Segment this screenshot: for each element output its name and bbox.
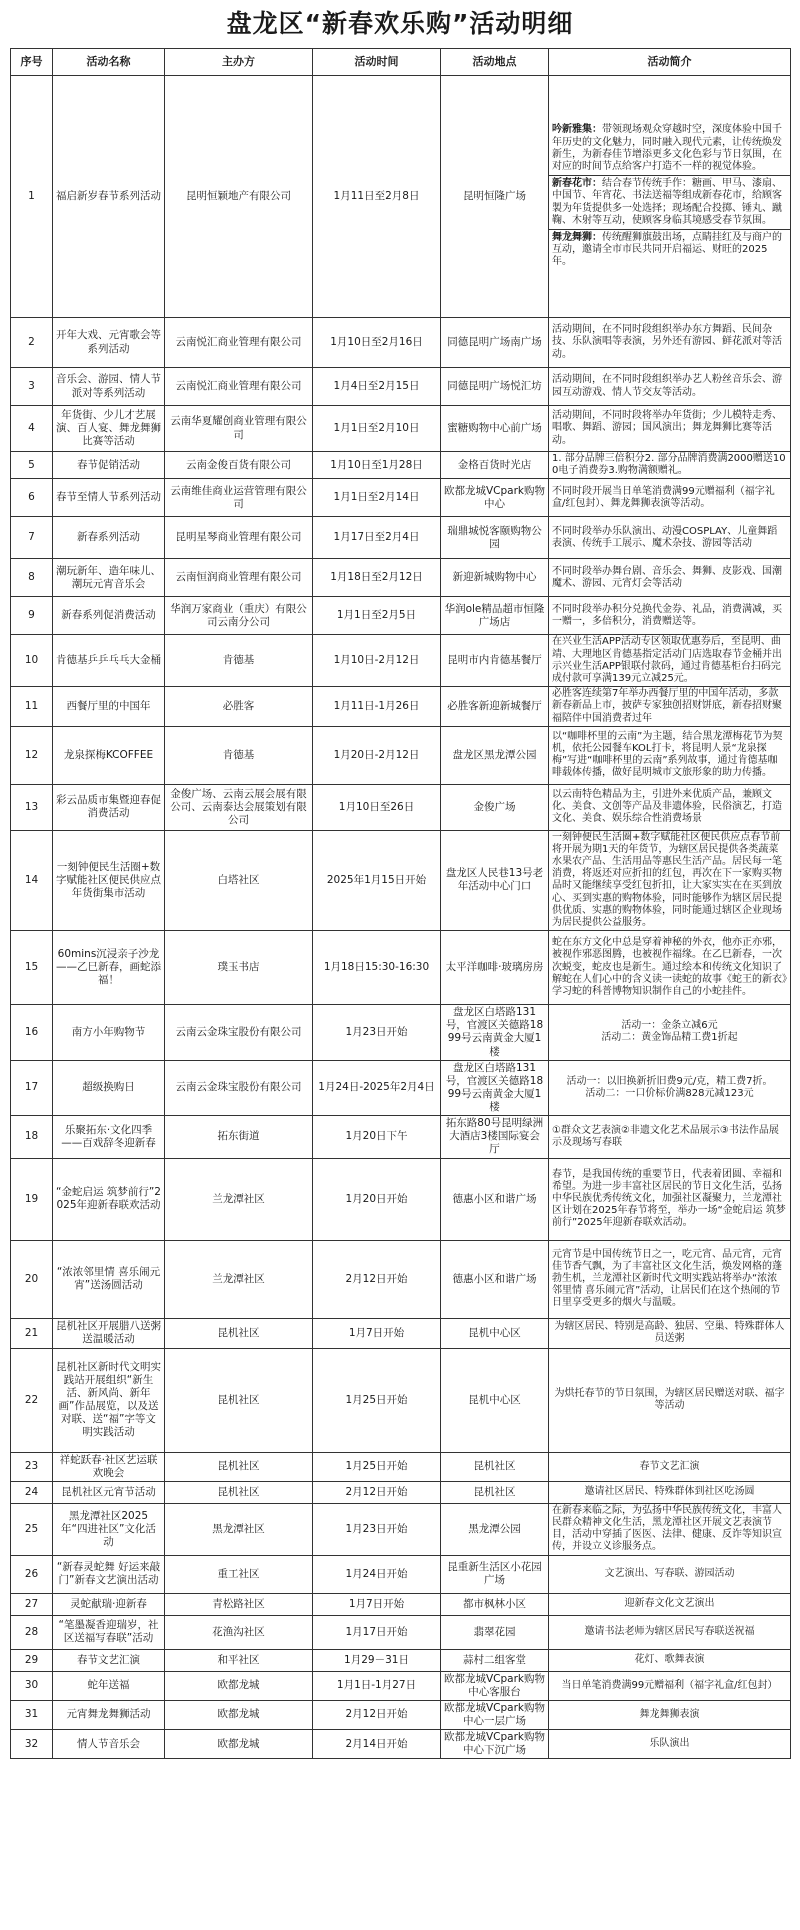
table-row	[11, 597, 791, 635]
cell-location: 太平洋咖啡·玻璃房房	[441, 931, 549, 1005]
cell-intro: 蛇在东方文化中总是穿着神秘的外衣，他亦正亦邪，被视作邪恶图腾，也被视作福缘。在乙巳新春，一次次蜕变，蛇皮也是新生。通过绘本和传统文化知识了解蛇在人们心中的含义读一读蛇的故事《蛇王的新衣》学习蛇的科普博物知识制作自己的小蛇挂件。	[549, 931, 791, 1005]
cell-location: 必胜客新迎新城餐厅	[441, 687, 549, 727]
cell-name: 超级换购日	[53, 1060, 165, 1116]
cell-location: 欧都龙城VCpark购物中心一层广场	[441, 1700, 549, 1729]
intro-segment-label: 吟新雅集：	[552, 124, 602, 136]
cell-organizer: 云南云金珠宝股份有限公司	[165, 1005, 313, 1061]
cell-intro: 一刻钟便民生活圈+数字赋能社区便民供应点春节前将开展为期1天的年货节，为辖区居民提供各类蔬菜水果农产品、生活用品等惠民生活产品。居民每一笔消费，将返还对应折扣的红包，再次在下一家购买物品时又能继续享受红包折扣，让大家实实在在买到放心、买到实惠的购物体验，同时能够作为辖区居民提供优质、实惠的购物体验，同时能通过辖区企业现场为居民提供公益服务。	[549, 830, 791, 931]
cell-no: 14	[11, 830, 53, 931]
cell-intro: 花灯、歌舞表演	[549, 1649, 791, 1671]
cell-time: 1月24日-2025年2月4日	[313, 1060, 441, 1116]
cell-organizer: 欧都龙城	[165, 1671, 313, 1700]
cell-location: 黑龙潭公园	[441, 1503, 549, 1555]
cell-time: 1月11日-1月26日	[313, 687, 441, 727]
cell-name: 春节至情人节系列活动	[53, 479, 165, 517]
cell-organizer: 昆明恒颖地产有限公司	[165, 76, 313, 318]
cell-name: “金蛇启运 筑梦前行”2025年迎新春联欢活动	[53, 1158, 165, 1240]
cell-name: 彩云品质市集暨迎春促消费活动	[53, 784, 165, 830]
intro-segment	[549, 176, 790, 230]
cell-intro: 活动期间，不同时段将举办年货街；少儿模特走秀、唱歌、舞蹈、游园；国风演出；舞龙舞狮比赛等活动。	[549, 406, 791, 452]
intro-segment-text: 结合春节传统手作：糖画、甲马、漆扇、中国节、年宵花、书法送福等组成新春花市，给顾客製为年货提供多一处选择；现场配合投掷、锤丸、蹴鞠、木射等互动，使顾客身临其境感受春节氛围。	[552, 178, 782, 226]
header-row	[11, 49, 791, 76]
cell-no: 7	[11, 517, 53, 559]
cell-intro: 邀请社区居民、特殊群体到社区吃汤圆	[549, 1481, 791, 1503]
cell-organizer: 花渔沟社区	[165, 1615, 313, 1649]
cell-name: 年货街、少儿才艺展演、百人宴、舞龙舞狮比赛等活动	[53, 406, 165, 452]
cell-time: 2月12日开始	[313, 1700, 441, 1729]
cell-organizer: 欧都龙城	[165, 1730, 313, 1759]
cell-name: 乐聚拓东·文化四季——百戏辞冬迎新春	[53, 1116, 165, 1158]
cell-time: 1月10日-2月12日	[313, 635, 441, 687]
cell-organizer: 欧都龙城	[165, 1700, 313, 1729]
cell-name: 音乐会、游园、情人节派对等系列活动	[53, 368, 165, 406]
cell-location: 昆机社区	[441, 1452, 549, 1481]
table-row	[11, 1318, 791, 1348]
cell-time: 1月20日-2月12日	[313, 726, 441, 784]
cell-organizer: 云南悦汇商业管理有限公司	[165, 368, 313, 406]
cell-intro: ①群众文艺表演②非遗文化艺术品展示③书法作品展示及现场写春联	[549, 1116, 791, 1158]
cell-intro: 当日单笔消费满99元赠福利（福字礼盒/红包封）	[549, 1671, 791, 1700]
intro-segment	[549, 122, 790, 176]
cell-no: 9	[11, 597, 53, 635]
cell-intro: 1. 部分品牌三倍积分2. 部分品牌消费满2000赠送100电子消费券3.购物满额赠礼。	[549, 452, 791, 479]
cell-location: 华润ole精品超市恒隆广场店	[441, 597, 549, 635]
cell-intro: 为烘托春节的节日氛围，为辖区居民赠送对联、福字等活动	[549, 1348, 791, 1452]
cell-intro: 为辖区居民、特别是高龄、独居、空巢、特殊群体人员送粥	[549, 1318, 791, 1348]
cell-no: 10	[11, 635, 53, 687]
header-name: 活动名称	[53, 49, 165, 76]
cell-no: 2	[11, 318, 53, 368]
cell-time: 1月20日下午	[313, 1116, 441, 1158]
cell-intro: 元宵节是中国传统节日之一，吃元宵、品元宵，元宵佳节香气飘，为了丰富社区文化生活，焕发网格的蓬勃生机，兰龙潭社区新时代文明实践站将举办“浓浓邻里情 喜乐闹元宵”活动，让居民们在这个热闹的节日里享受更多的烟火与温暖。	[549, 1240, 791, 1318]
table-row	[11, 931, 791, 1005]
cell-no: 22	[11, 1348, 53, 1452]
cell-time: 1月18日15:30-16:30	[313, 931, 441, 1005]
cell-intro	[549, 76, 791, 318]
header-intro: 活动简介	[549, 49, 791, 76]
cell-organizer: 肯德基	[165, 635, 313, 687]
cell-time: 1月7日开始	[313, 1593, 441, 1615]
cell-location: 瑞鼎城悦客颐购物公园	[441, 517, 549, 559]
cell-location: 昆机中心区	[441, 1348, 549, 1452]
cell-organizer: 青松路社区	[165, 1593, 313, 1615]
cell-no: 20	[11, 1240, 53, 1318]
table-row	[11, 406, 791, 452]
cell-location: 昆机中心区	[441, 1318, 549, 1348]
cell-name: “浓浓邻里情 喜乐闹元宵”送汤圆活动	[53, 1240, 165, 1318]
cell-no: 11	[11, 687, 53, 727]
cell-name: 福启新岁春节系列活动	[53, 76, 165, 318]
cell-no: 21	[11, 1318, 53, 1348]
table-row	[11, 559, 791, 597]
cell-organizer: 云南金俊百货有限公司	[165, 452, 313, 479]
table-row	[11, 1730, 791, 1759]
cell-intro: 春节文艺汇演	[549, 1452, 791, 1481]
cell-name: 一刻钟便民生活圈+数字赋能社区便民供应点年货街集市活动	[53, 830, 165, 931]
cell-no: 24	[11, 1481, 53, 1503]
cell-intro: 邀请书法老师为辖区居民写春联送祝福	[549, 1615, 791, 1649]
cell-no: 31	[11, 1700, 53, 1729]
cell-location: 昆重新生活区小花园广场	[441, 1555, 549, 1593]
cell-no: 3	[11, 368, 53, 406]
cell-location: 蜜糖购物中心前广场	[441, 406, 549, 452]
table-row	[11, 1503, 791, 1555]
header-time: 活动时间	[313, 49, 441, 76]
cell-location: 昆明市内肯德基餐厅	[441, 635, 549, 687]
cell-name: “笔墨凝香迎瑞岁，社区送福写春联”活动	[53, 1615, 165, 1649]
header-no: 序号	[11, 49, 53, 76]
cell-location: 同德昆明广场悦汇坊	[441, 368, 549, 406]
cell-no: 12	[11, 726, 53, 784]
cell-organizer: 云南恒润商业管理有限公司	[165, 559, 313, 597]
cell-name: 60mins沉浸亲子沙龙——乙巳新春，画蛇添福！	[53, 931, 165, 1005]
cell-time: 2月14日开始	[313, 1730, 441, 1759]
cell-location: 德惠小区和谐广场	[441, 1240, 549, 1318]
table-row	[11, 452, 791, 479]
cell-time: 1月24日开始	[313, 1555, 441, 1593]
cell-name: 新春系列促消费活动	[53, 597, 165, 635]
cell-time: 1月29－31日	[313, 1649, 441, 1671]
cell-location: 蒜村二组客堂	[441, 1649, 549, 1671]
cell-organizer: 昆机社区	[165, 1481, 313, 1503]
table-row	[11, 479, 791, 517]
cell-no: 18	[11, 1116, 53, 1158]
table-row	[11, 784, 791, 830]
table-row	[11, 517, 791, 559]
cell-name: 灵蛇献瑞·迎新春	[53, 1593, 165, 1615]
table-row	[11, 1671, 791, 1700]
cell-no: 4	[11, 406, 53, 452]
cell-location: 欧都龙城VCpark购物中心客服台	[441, 1671, 549, 1700]
table-row	[11, 1481, 791, 1503]
cell-location: 盘龙区白塔路131号，官渡区关德路1899号云南黄金大厦1楼	[441, 1005, 549, 1061]
table-row	[11, 687, 791, 727]
cell-organizer: 昆机社区	[165, 1348, 313, 1452]
cell-no: 28	[11, 1615, 53, 1649]
cell-time: 1月1日至2月10日	[313, 406, 441, 452]
cell-organizer: 白塔社区	[165, 830, 313, 931]
cell-name: 潮玩新年、造年味儿、潮玩元宵音乐会	[53, 559, 165, 597]
cell-intro: 不同时段举办舞台剧、音乐会、舞狮、皮影戏、国潮魔术、游园、元宵灯会等活动	[549, 559, 791, 597]
cell-name: 昆机社区开展腊八送粥送温暖活动	[53, 1318, 165, 1348]
cell-no: 15	[11, 931, 53, 1005]
cell-organizer: 兰龙潭社区	[165, 1158, 313, 1240]
cell-time: 1月18日至2月12日	[313, 559, 441, 597]
cell-no: 32	[11, 1730, 53, 1759]
cell-intro: 不同时段举办乐队演出、动漫COSPLAY、儿童舞蹈表演、传统手工展示、魔术杂技、游园等活动	[549, 517, 791, 559]
cell-intro: 文艺演出、写春联、游园活动	[549, 1555, 791, 1593]
cell-intro: 乐队演出	[549, 1730, 791, 1759]
cell-intro: 不同时段开展当日单笔消费满99元赠福利（福字礼盒/红包封）、舞龙舞狮表演等活动。	[549, 479, 791, 517]
cell-location: 拓东路80号昆明绿洲大酒店3楼国际宴会厅	[441, 1116, 549, 1158]
cell-time: 1月25日开始	[313, 1452, 441, 1481]
table-row	[11, 1005, 791, 1061]
cell-no: 27	[11, 1593, 53, 1615]
cell-intro: 活动期间，在不同时段组织举办东方舞蹈、民间杂技、乐队演唱等表演，另外还有游园、鲜花派对等活动。	[549, 318, 791, 368]
cell-intro: 春节，是我国传统的重要节日，代表着团圆、幸福和希望。为进一步丰富社区居民的节日文化生活，弘扬中华民族优秀传统文化，加强社区凝聚力，兰龙潭社区计划在2025年春节将至，举办一场“金蛇启运 筑梦前行”2025年迎新春联欢活动。	[549, 1158, 791, 1240]
cell-location: 翡翠花园	[441, 1615, 549, 1649]
cell-organizer: 云南维佳商业运营管理有限公司	[165, 479, 313, 517]
cell-time: 1月10日至26日	[313, 784, 441, 830]
cell-no: 30	[11, 1671, 53, 1700]
cell-time: 2月12日开始	[313, 1240, 441, 1318]
header-organizer: 主办方	[165, 49, 313, 76]
cell-time: 1月17日开始	[313, 1615, 441, 1649]
cell-organizer: 云南华夏耀创商业管理有限公司	[165, 406, 313, 452]
cell-time: 1月10日至1月28日	[313, 452, 441, 479]
cell-name: 昆机社区元宵节活动	[53, 1481, 165, 1503]
cell-intro: 不同时段举办积分兑换代金券、礼品，消费满减，买一赠一，多倍积分，消费赠送等。	[549, 597, 791, 635]
table-row	[11, 1700, 791, 1729]
intro-segment-text: 传统醒狮旗鼓出场，点睛挂红及与商户的互动，邀请全市市民共同开启福运、财旺的2025年。	[552, 231, 782, 268]
table-row	[11, 1158, 791, 1240]
cell-name: “新春灵蛇舞 好运来敲门”新春文艺演出活动	[53, 1555, 165, 1593]
cell-intro: 活动一：以旧换新折旧费9元/克，精工费7折。 活动二：一口价标价满828元减123元	[549, 1060, 791, 1116]
intro-segment	[549, 230, 790, 271]
cell-no: 19	[11, 1158, 53, 1240]
cell-no: 1	[11, 76, 53, 318]
cell-no: 13	[11, 784, 53, 830]
cell-organizer: 云南悦汇商业管理有限公司	[165, 318, 313, 368]
activity-table	[10, 48, 791, 1759]
table-row	[11, 1240, 791, 1318]
cell-time: 2025年1月15日开始	[313, 830, 441, 931]
table-row	[11, 368, 791, 406]
table-row	[11, 1615, 791, 1649]
cell-no: 26	[11, 1555, 53, 1593]
cell-time: 1月1日至2月5日	[313, 597, 441, 635]
table-row	[11, 726, 791, 784]
cell-time: 1月23日开始	[313, 1503, 441, 1555]
cell-name: 春节文艺汇演	[53, 1649, 165, 1671]
table-row	[11, 830, 791, 931]
cell-organizer: 云南云金珠宝股份有限公司	[165, 1060, 313, 1116]
cell-no: 29	[11, 1649, 53, 1671]
cell-time: 1月23日开始	[313, 1005, 441, 1061]
cell-name: 新春系列活动	[53, 517, 165, 559]
cell-name: 昆机社区新时代文明实践站开展组织“新生活、新风尚、新年画”作品展览，以及送对联、送“福”字等文明实践活动	[53, 1348, 165, 1452]
cell-organizer: 璞玉书店	[165, 931, 313, 1005]
cell-name: 情人节音乐会	[53, 1730, 165, 1759]
cell-organizer: 昆机社区	[165, 1318, 313, 1348]
cell-no: 5	[11, 452, 53, 479]
cell-organizer: 拓东街道	[165, 1116, 313, 1158]
cell-no: 8	[11, 559, 53, 597]
cell-name: 蛇年送福	[53, 1671, 165, 1700]
table-row	[11, 76, 791, 318]
page-title: 盘龙区“新春欢乐购”活动明细	[226, 9, 574, 38]
table-row	[11, 318, 791, 368]
cell-time: 1月1日-1月27日	[313, 1671, 441, 1700]
cell-organizer: 昆机社区	[165, 1452, 313, 1481]
cell-time: 1月25日开始	[313, 1348, 441, 1452]
cell-organizer: 金俊广场、云南云展会展有限公司、云南泰达会展策划有限公司	[165, 784, 313, 830]
cell-no: 23	[11, 1452, 53, 1481]
cell-location: 新迎新城购物中心	[441, 559, 549, 597]
cell-intro: 以“咖啡杯里的云南”为主题，结合黑龙潭梅花节为契机，依托公园餐车KOL打卡，将昆明人景“龙泉探梅”写进“咖啡杯里的云南”系列故事，通过肯德基咖啡载体传播，做好昆明城市文旅形象的助力传播。	[549, 726, 791, 784]
cell-intro: 活动一：金条立减6元 活动二：黄金饰品精工费1折起	[549, 1005, 791, 1061]
table-row	[11, 1060, 791, 1116]
cell-location: 盘龙区黑龙潭公园	[441, 726, 549, 784]
cell-location: 同德昆明广场南广场	[441, 318, 549, 368]
cell-name: 春节促销活动	[53, 452, 165, 479]
cell-name: 元宵舞龙舞狮活动	[53, 1700, 165, 1729]
intro-segment-label: 舞龙舞狮：	[552, 231, 602, 243]
table-row	[11, 1593, 791, 1615]
cell-location: 都市枫林小区	[441, 1593, 549, 1615]
cell-name: 龙泉探梅KCOFFEE	[53, 726, 165, 784]
intro-segment-text: 带领现场观众穿越时空，深度体验中国千年历史的文化魅力，同时融入现代元素，让传统焕发新生，为新春佳节增添更多文化色彩与节日氛围，在对应的时间节点给客户打造不一样的视觉体验。	[552, 124, 782, 173]
table-row	[11, 1348, 791, 1452]
cell-organizer: 昆明星琴商业管理有限公司	[165, 517, 313, 559]
cell-time: 1月1日至2月14日	[313, 479, 441, 517]
cell-time: 1月11日至2月8日	[313, 76, 441, 318]
cell-no: 25	[11, 1503, 53, 1555]
cell-location: 金俊广场	[441, 784, 549, 830]
cell-location: 昆明恒隆广场	[441, 76, 549, 318]
cell-intro: 在兴业生活APP活动专区领取优惠券后，至昆明、曲靖、大理地区肯德基指定活动门店选取春节金桶并出示兴业生活APP银联付款码，通过肯德基柜台扫码完成付款可享满139元立减25元。	[549, 635, 791, 687]
cell-no: 16	[11, 1005, 53, 1061]
cell-location: 欧都龙城VCpark购物中心下沉广场	[441, 1730, 549, 1759]
table-row	[11, 635, 791, 687]
cell-intro: 必胜客连续第7年举办西餐厅里的中国年活动，多款新春新品上市，披萨专家独创招财饼底，新春招财聚福陪伴中国消费者过年	[549, 687, 791, 727]
cell-time: 1月17日至2月4日	[313, 517, 441, 559]
intro-segment-label: 新春花市：	[552, 178, 602, 190]
cell-name: 肯德基乒乒乓乓大金桶	[53, 635, 165, 687]
cell-intro: 舞龙舞狮表演	[549, 1700, 791, 1729]
cell-location: 欧都龙城VCpark购物中心	[441, 479, 549, 517]
cell-intro: 以云南特色精品为主，引进外来优质产品，兼顾文化、美食、文创等产品及非遗体验，民俗演艺，打造文化、美食、娱乐综合性消费场景	[549, 784, 791, 830]
cell-time: 1月7日开始	[313, 1318, 441, 1348]
cell-organizer: 和平社区	[165, 1649, 313, 1671]
cell-location: 德惠小区和谐广场	[441, 1158, 549, 1240]
cell-time: 1月10日至2月16日	[313, 318, 441, 368]
cell-name: 南方小年购物节	[53, 1005, 165, 1061]
cell-name: 黑龙潭社区2025年“四进社区”文化活动	[53, 1503, 165, 1555]
cell-name: 开年大戏、元宵歌会等系列活动	[53, 318, 165, 368]
cell-location: 金格百货时光店	[441, 452, 549, 479]
cell-location: 昆机社区	[441, 1481, 549, 1503]
cell-location: 盘龙区人民巷13号老年活动中心门口	[441, 830, 549, 931]
cell-time: 1月4日至2月15日	[313, 368, 441, 406]
cell-location: 盘龙区白塔路131号，官渡区关德路1899号云南黄金大厦1楼	[441, 1060, 549, 1116]
header-location: 活动地点	[441, 49, 549, 76]
cell-intro: 迎新春文化文艺演出	[549, 1593, 791, 1615]
cell-no: 17	[11, 1060, 53, 1116]
cell-organizer: 兰龙潭社区	[165, 1240, 313, 1318]
cell-no: 6	[11, 479, 53, 517]
cell-organizer: 黑龙潭社区	[165, 1503, 313, 1555]
cell-name: 祥蛇跃春·社区艺运联欢晚会	[53, 1452, 165, 1481]
table-row	[11, 1649, 791, 1671]
table-row	[11, 1452, 791, 1481]
cell-organizer: 肯德基	[165, 726, 313, 784]
cell-time: 1月20日开始	[313, 1158, 441, 1240]
cell-organizer: 重工社区	[165, 1555, 313, 1593]
cell-organizer: 必胜客	[165, 687, 313, 727]
cell-intro: 在新春来临之际，为弘扬中华民族传统文化，丰富人民群众精神文化生活，黑龙潭社区开展文艺表演节目，活动中穿插了医医、法律、健康、反诈等知识宣传，并设立义诊服务点。	[549, 1503, 791, 1555]
cell-name: 西餐厅里的中国年	[53, 687, 165, 727]
cell-organizer: 华润万家商业（重庆）有限公司云南分公司	[165, 597, 313, 635]
table-row	[11, 1116, 791, 1158]
cell-intro: 活动期间，在不同时段组织举办艺人粉丝音乐会、游园互动游戏、情人节交友等活动。	[549, 368, 791, 406]
table-row	[11, 1555, 791, 1593]
cell-time: 2月12日开始	[313, 1481, 441, 1503]
